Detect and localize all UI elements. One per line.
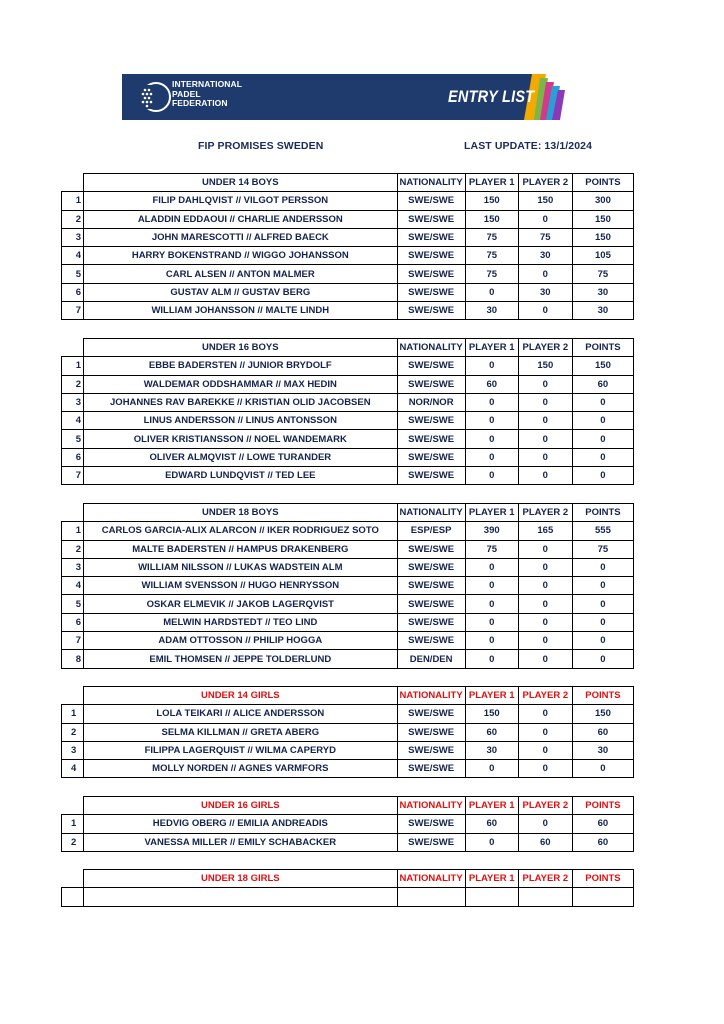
player1-points: 0 (465, 430, 518, 448)
player1-points: 60 (465, 815, 518, 833)
total-points: 0 (572, 558, 633, 576)
category-title: UNDER 18 GIRLS (84, 870, 398, 888)
team-names: ADAM OTTOSSON // PHILIP HOGGA (84, 632, 398, 650)
table-row (62, 302, 634, 320)
nationality-header: NATIONALITY (397, 174, 465, 192)
row-number: 3 (62, 741, 84, 759)
player1-header: PLAYER 1 (465, 174, 518, 192)
player2-points: 0 (518, 815, 572, 833)
player1-header: PLAYER 1 (465, 870, 518, 888)
federation-line-2: PADEL (172, 88, 201, 99)
player2-points: 75 (518, 228, 572, 246)
player1-points: 0 (465, 632, 518, 650)
category-title: UNDER 16 GIRLS (84, 797, 398, 815)
table-row (62, 815, 634, 833)
player1-points: 30 (465, 741, 518, 759)
points-header: POINTS (572, 339, 633, 357)
player2-header: PLAYER 2 (518, 870, 572, 888)
total-points: 150 (572, 705, 633, 723)
row-number: 2 (62, 833, 84, 851)
team-names: CARL ALSEN // ANTON MALMER (84, 265, 398, 283)
table-row (62, 595, 634, 613)
nationality-header: NATIONALITY (397, 339, 465, 357)
table-row (62, 283, 634, 301)
category-title: UNDER 16 BOYS (84, 339, 398, 357)
total-points: 0 (572, 448, 633, 466)
nationality: SWE/SWE (397, 723, 465, 741)
header-blank (62, 339, 84, 357)
team-names: EBBE BADERSTEN // JUNIOR BRYDOLF (84, 357, 398, 375)
row-number: 4 (62, 577, 84, 595)
total-points: 150 (572, 357, 633, 375)
player2-points: 0 (518, 705, 572, 723)
player2-points: 0 (518, 632, 572, 650)
row-number: 2 (62, 210, 84, 228)
team-names: WILLIAM NILSSON // LUKAS WADSTEIN ALM (84, 558, 398, 576)
row-number: 6 (62, 448, 84, 466)
nationality: SWE/SWE (397, 815, 465, 833)
nationality: SWE/SWE (397, 247, 465, 265)
table-row (62, 760, 634, 778)
player2-points: 0 (518, 302, 572, 320)
federation-name (172, 80, 242, 109)
nationality: DEN/DEN (397, 650, 465, 668)
table-row (62, 888, 634, 906)
total-points: 0 (572, 595, 633, 613)
table-row (62, 540, 634, 558)
nationality: SWE/SWE (397, 577, 465, 595)
header-blank (62, 797, 84, 815)
points-header: POINTS (572, 504, 633, 522)
team-names: FILIP DAHLQVIST // VILGOT PERSSON (84, 192, 398, 210)
table-row (62, 833, 634, 851)
player1-points: 0 (465, 448, 518, 466)
team-names: MALTE BADERSTEN // HAMPUS DRAKENBERG (84, 540, 398, 558)
player1-points: 0 (465, 467, 518, 485)
player1-header: PLAYER 1 (465, 339, 518, 357)
team-names: WILLIAM SVENSSON // HUGO HENRYSSON (84, 577, 398, 595)
total-points: 60 (572, 815, 633, 833)
team-names: LINUS ANDERSSON // LINUS ANTONSSON (84, 412, 398, 430)
row-number: 4 (62, 760, 84, 778)
player2-points: 0 (518, 558, 572, 576)
player1-points: 390 (465, 522, 518, 540)
points-header: POINTS (572, 870, 633, 888)
nationality: NOR/NOR (397, 393, 465, 411)
player2-points: 30 (518, 247, 572, 265)
player1-header: PLAYER 1 (465, 687, 518, 705)
player2-points: 0 (518, 613, 572, 631)
nationality: ESP/ESP (397, 522, 465, 540)
table-row (62, 192, 634, 210)
total-points: 30 (572, 283, 633, 301)
player1-points: 0 (465, 357, 518, 375)
row-number: 1 (62, 522, 84, 540)
category-table (61, 796, 634, 852)
total-points: 0 (572, 467, 633, 485)
total-points: 0 (572, 613, 633, 631)
team-names: HARRY BOKENSTRAND // WIGGO JOHANSSON (84, 247, 398, 265)
total-points: 0 (572, 577, 633, 595)
team-names: FILIPPA LAGERQUIST // WILMA CAPERYD (84, 741, 398, 759)
category-table (61, 173, 634, 320)
team-names: MELWIN HARDSTEDT // TEO LIND (84, 613, 398, 631)
total-points: 150 (572, 228, 633, 246)
team-names: VANESSA MILLER // EMILY SCHABACKER (84, 833, 398, 851)
row-number: 1 (62, 705, 84, 723)
player2-points: 0 (518, 467, 572, 485)
nationality: SWE/SWE (397, 467, 465, 485)
nationality-header: NATIONALITY (397, 870, 465, 888)
category-title: UNDER 14 BOYS (84, 174, 398, 192)
row-number: 2 (62, 375, 84, 393)
nationality: SWE/SWE (397, 412, 465, 430)
nationality: SWE/SWE (397, 558, 465, 576)
player2-points: 0 (518, 577, 572, 595)
player1-points: 30 (465, 302, 518, 320)
player2-points: 150 (518, 192, 572, 210)
player1-points: 0 (465, 283, 518, 301)
table-header-row (62, 870, 634, 888)
row-number: 5 (62, 265, 84, 283)
team-names: OSKAR ELMEVIK // JAKOB LAGERQVIST (84, 595, 398, 613)
nationality: SWE/SWE (397, 540, 465, 558)
player1-points: 0 (465, 833, 518, 851)
table-row (62, 558, 634, 576)
player1-points: 150 (465, 705, 518, 723)
player2-points: 0 (518, 393, 572, 411)
player1-points: 150 (465, 192, 518, 210)
team-names: GUSTAV ALM // GUSTAV BERG (84, 283, 398, 301)
player1-points: 75 (465, 540, 518, 558)
nationality-header: NATIONALITY (397, 504, 465, 522)
total-points: 0 (572, 650, 633, 668)
row-number: 2 (62, 540, 84, 558)
table-row (62, 228, 634, 246)
federation-line-3: FEDERATION (172, 98, 228, 108)
nationality-header: NATIONALITY (397, 687, 465, 705)
federation-line-1: INTERNATIONAL (172, 79, 243, 89)
player2-header: PLAYER 2 (518, 687, 572, 705)
row-number: 4 (62, 247, 84, 265)
table-row (62, 430, 634, 448)
table-row (62, 247, 634, 265)
player1-points: 75 (465, 265, 518, 283)
player1-points: 0 (465, 412, 518, 430)
team-names: OLIVER ALMQVIST // LOWE TURANDER (84, 448, 398, 466)
table-row (62, 522, 634, 540)
table-row (62, 467, 634, 485)
player2-points: 30 (518, 283, 572, 301)
total-points: 0 (572, 760, 633, 778)
nationality: SWE/SWE (397, 265, 465, 283)
player2-points: 165 (518, 522, 572, 540)
category-table (61, 869, 634, 907)
team-names: OLIVER KRISTIANSSON // NOEL WANDEMARK (84, 430, 398, 448)
row-number: 7 (62, 467, 84, 485)
table-header-row (62, 797, 634, 815)
total-points: 60 (572, 723, 633, 741)
row-number: 5 (62, 430, 84, 448)
row-number: 6 (62, 613, 84, 631)
team-names: LOLA TEIKARI // ALICE ANDERSSON (84, 705, 398, 723)
table-header-row (62, 687, 634, 705)
category-title: UNDER 18 BOYS (84, 504, 398, 522)
player2-points (518, 888, 572, 906)
table-header-row (62, 339, 634, 357)
header-blank (62, 687, 84, 705)
table-row (62, 265, 634, 283)
row-number: 4 (62, 412, 84, 430)
table-row (62, 741, 634, 759)
table-row (62, 613, 634, 631)
nationality: SWE/SWE (397, 192, 465, 210)
player1-points: 0 (465, 613, 518, 631)
row-number: 2 (62, 723, 84, 741)
total-points: 150 (572, 210, 633, 228)
total-points: 300 (572, 192, 633, 210)
player1-points: 60 (465, 375, 518, 393)
row-number: 6 (62, 283, 84, 301)
table-row (62, 357, 634, 375)
player1-header: PLAYER 1 (465, 797, 518, 815)
row-number (62, 888, 84, 906)
team-names: MOLLY NORDEN // AGNES VARMFORS (84, 760, 398, 778)
player2-header: PLAYER 2 (518, 339, 572, 357)
player2-points: 0 (518, 595, 572, 613)
player2-points: 0 (518, 650, 572, 668)
table-row (62, 393, 634, 411)
row-number: 1 (62, 357, 84, 375)
player2-points: 0 (518, 210, 572, 228)
nationality: SWE/SWE (397, 760, 465, 778)
entry-list-banner (122, 68, 566, 126)
team-names: HEDVIG OBERG // EMILIA ANDREADIS (84, 815, 398, 833)
nationality: SWE/SWE (397, 632, 465, 650)
player1-points: 0 (465, 558, 518, 576)
player1-points: 0 (465, 595, 518, 613)
row-number: 8 (62, 650, 84, 668)
player2-header: PLAYER 2 (518, 797, 572, 815)
row-number: 1 (62, 815, 84, 833)
points-header: POINTS (572, 174, 633, 192)
nationality (397, 888, 465, 906)
last-update: LAST UPDATE: 13/1/2024 (464, 140, 593, 152)
player2-points: 150 (518, 357, 572, 375)
row-number: 7 (62, 302, 84, 320)
category-title: UNDER 14 GIRLS (84, 687, 398, 705)
points-header: POINTS (572, 687, 633, 705)
player2-points: 0 (518, 760, 572, 778)
team-names: EMIL THOMSEN // JEPPE TOLDERLUND (84, 650, 398, 668)
total-points: 105 (572, 247, 633, 265)
total-points: 30 (572, 741, 633, 759)
total-points: 0 (572, 632, 633, 650)
player2-header: PLAYER 2 (518, 174, 572, 192)
table-row (62, 210, 634, 228)
table-header-row (62, 174, 634, 192)
total-points: 30 (572, 302, 633, 320)
team-names: WALDEMAR ODDSHAMMAR // MAX HEDIN (84, 375, 398, 393)
category-table (61, 686, 634, 778)
row-number: 3 (62, 393, 84, 411)
player1-points: 60 (465, 723, 518, 741)
header-blank (62, 174, 84, 192)
nationality: SWE/SWE (397, 357, 465, 375)
player1-points: 75 (465, 228, 518, 246)
table-header-row (62, 504, 634, 522)
nationality: SWE/SWE (397, 833, 465, 851)
row-number: 7 (62, 632, 84, 650)
table-row (62, 632, 634, 650)
category-table (61, 338, 634, 485)
tournament-name: FIP PROMISES SWEDEN (198, 140, 324, 152)
player2-header: PLAYER 2 (518, 504, 572, 522)
team-names (84, 888, 398, 906)
nationality: SWE/SWE (397, 741, 465, 759)
points-header: POINTS (572, 797, 633, 815)
row-number: 3 (62, 558, 84, 576)
player1-points: 0 (465, 650, 518, 668)
nationality: SWE/SWE (397, 595, 465, 613)
total-points: 75 (572, 265, 633, 283)
header-blank (62, 504, 84, 522)
player1-points: 150 (465, 210, 518, 228)
player1-header: PLAYER 1 (465, 504, 518, 522)
nationality: SWE/SWE (397, 448, 465, 466)
player2-points: 0 (518, 723, 572, 741)
total-points: 0 (572, 430, 633, 448)
total-points: 0 (572, 412, 633, 430)
team-names: CARLOS GARCIA-ALIX ALARCON // IKER RODRIGUEZ SOTO (84, 522, 398, 540)
team-names: JOHN MARESCOTTI // ALFRED BAECK (84, 228, 398, 246)
player2-points: 0 (518, 448, 572, 466)
player1-points (465, 888, 518, 906)
team-names: SELMA KILLMAN // GRETA ABERG (84, 723, 398, 741)
player2-points: 0 (518, 412, 572, 430)
player1-points: 75 (465, 247, 518, 265)
nationality: SWE/SWE (397, 302, 465, 320)
total-points (572, 888, 633, 906)
team-names: JOHANNES RAV BAREKKE // KRISTIAN OLID JACOBSEN (84, 393, 398, 411)
player2-points: 0 (518, 375, 572, 393)
table-row (62, 448, 634, 466)
nationality: SWE/SWE (397, 705, 465, 723)
nationality: SWE/SWE (397, 210, 465, 228)
total-points: 60 (572, 375, 633, 393)
player1-points: 0 (465, 577, 518, 595)
total-points: 555 (572, 522, 633, 540)
total-points: 60 (572, 833, 633, 851)
player2-points: 0 (518, 741, 572, 759)
table-row (62, 723, 634, 741)
row-number: 5 (62, 595, 84, 613)
nationality-header: NATIONALITY (397, 797, 465, 815)
total-points: 75 (572, 540, 633, 558)
category-table (61, 503, 634, 669)
entry-list-title: ENTRY LIST (448, 87, 535, 106)
player2-points: 60 (518, 833, 572, 851)
row-number: 1 (62, 192, 84, 210)
player2-points: 0 (518, 540, 572, 558)
table-row (62, 375, 634, 393)
player1-points: 0 (465, 760, 518, 778)
table-row (62, 650, 634, 668)
team-names: ALADDIN EDDAOUI // CHARLIE ANDERSSON (84, 210, 398, 228)
nationality: SWE/SWE (397, 283, 465, 301)
table-row (62, 412, 634, 430)
player2-points: 0 (518, 265, 572, 283)
table-row (62, 577, 634, 595)
nationality: SWE/SWE (397, 375, 465, 393)
player2-points: 0 (518, 430, 572, 448)
team-names: EDWARD LUNDQVIST // TED LEE (84, 467, 398, 485)
total-points: 0 (572, 393, 633, 411)
row-number: 3 (62, 228, 84, 246)
team-names: WILLIAM JOHANSSON // MALTE LINDH (84, 302, 398, 320)
nationality: SWE/SWE (397, 228, 465, 246)
nationality: SWE/SWE (397, 430, 465, 448)
header-blank (62, 870, 84, 888)
table-row (62, 705, 634, 723)
nationality: SWE/SWE (397, 613, 465, 631)
player1-points: 0 (465, 393, 518, 411)
